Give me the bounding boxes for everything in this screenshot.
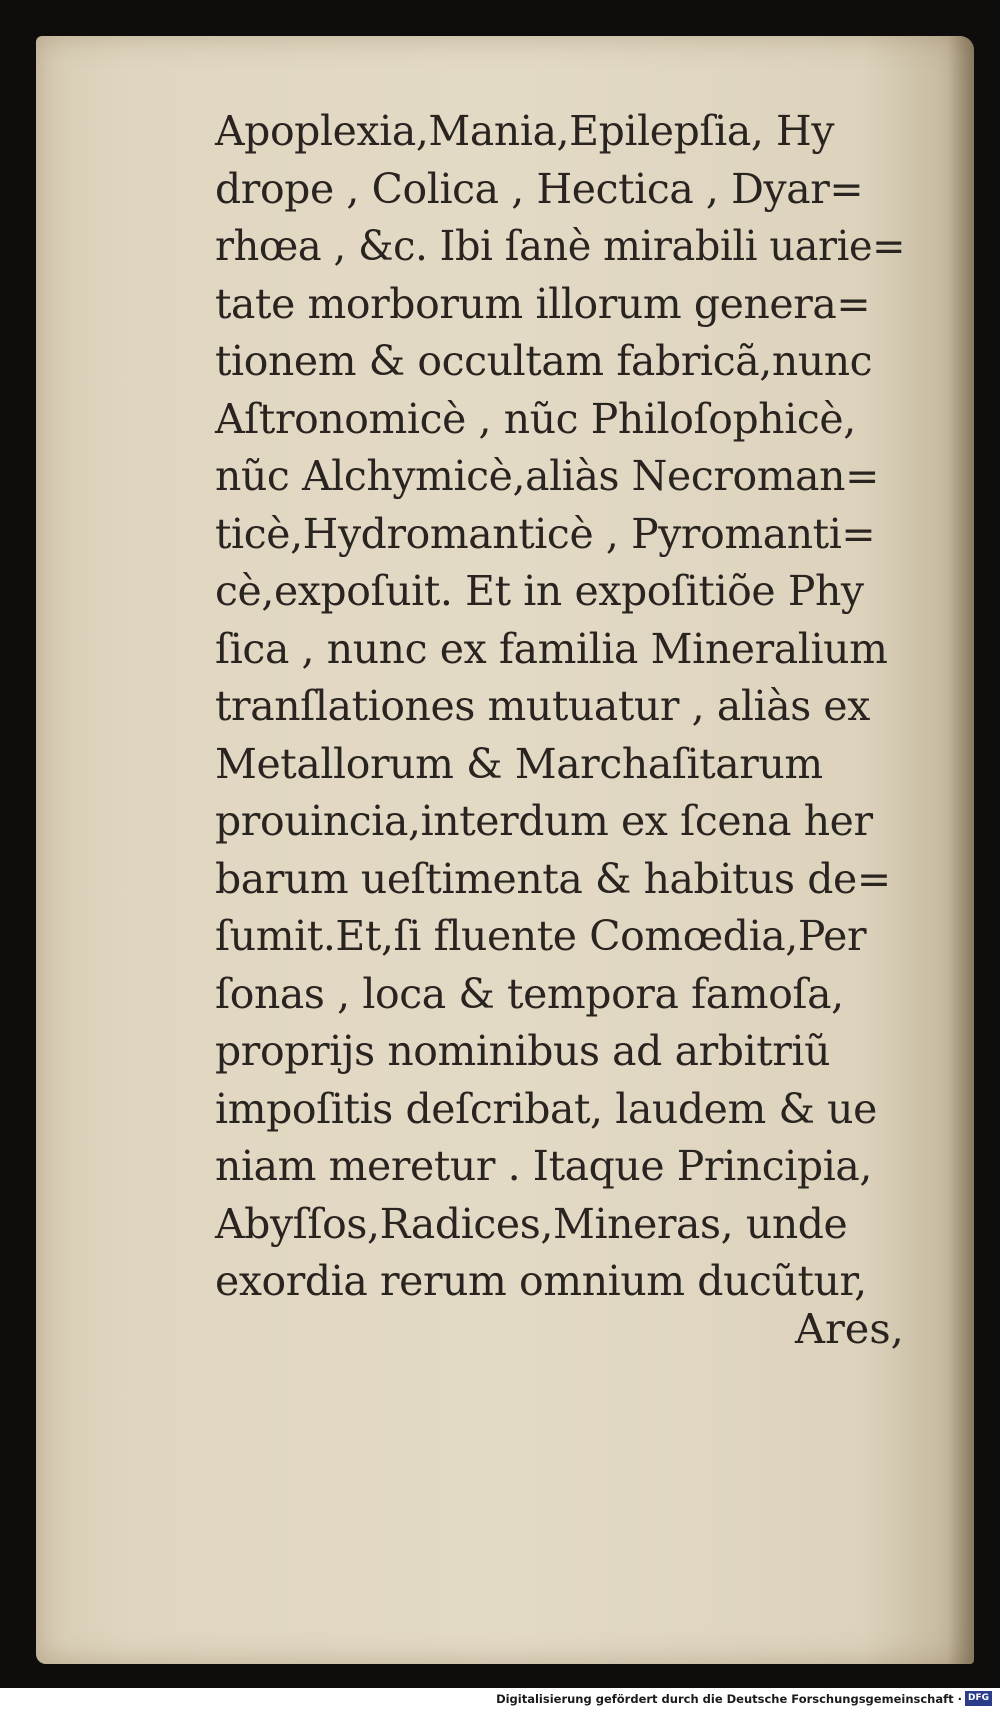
- text-line: ſica , nunc ex familia Mineralium: [215, 623, 888, 673]
- text-line: tate morborum illorum genera=: [215, 278, 871, 328]
- text-line: nũc Alchymicè,aliàs Necroman=: [215, 451, 880, 500]
- text-line: ticè,Hydromanticè , Pyromanti=: [215, 508, 876, 558]
- text-line: Apoplexia,Mania,Epilepſia, Hy: [215, 106, 835, 155]
- text-line: ſumit.Et,ſi fluente Comœdia,Per: [215, 911, 867, 960]
- text-line: barum ueſtimenta & habitus de=: [215, 853, 891, 903]
- text-line: proprijs nominibus ad arbitriũ: [215, 1026, 831, 1075]
- page-text-block: [215, 102, 915, 1310]
- text-line: Abyſſos,Radices,Mineras, unde: [215, 1198, 848, 1248]
- funding-credit: Digitalisierung gefördert durch die Deutsche Forschungsgemeinschaft ·: [496, 1692, 962, 1706]
- text-line: Metallorum & Marchaſitarum: [215, 738, 823, 788]
- text-line: impoſitis deſcribat, laudem & ue: [215, 1083, 877, 1133]
- page-edge-shadow: [948, 36, 974, 1664]
- dfg-logo: DFG: [965, 1691, 992, 1706]
- text-line: exordia rerum omnium ducũtur,: [215, 1256, 867, 1305]
- text-line: tionem & occultam fabricã,nunc: [215, 336, 873, 385]
- text-line: Aſtronomicè , nũc Philoſophicè,: [215, 393, 856, 443]
- text-line: prouincia,interdum ex ſcena her: [215, 796, 873, 845]
- catchword: Ares,: [795, 1304, 904, 1353]
- text-line: niam meretur . Itaque Principia,: [215, 1141, 873, 1190]
- footer-bar: [0, 1688, 1000, 1713]
- text-line: rhœa , &c. Ibi ſanè mirabili uarie=: [215, 221, 906, 270]
- text-line: cè,expoſuit. Et in expoſitiõe Phy: [215, 566, 864, 615]
- text-line: ſonas , loca & tempora famoſa,: [215, 968, 844, 1018]
- text-line: drope , Colica , Hectica , Dyar=: [215, 163, 864, 213]
- text-line: tranſlationes mutuatur , aliàs ex: [215, 681, 870, 730]
